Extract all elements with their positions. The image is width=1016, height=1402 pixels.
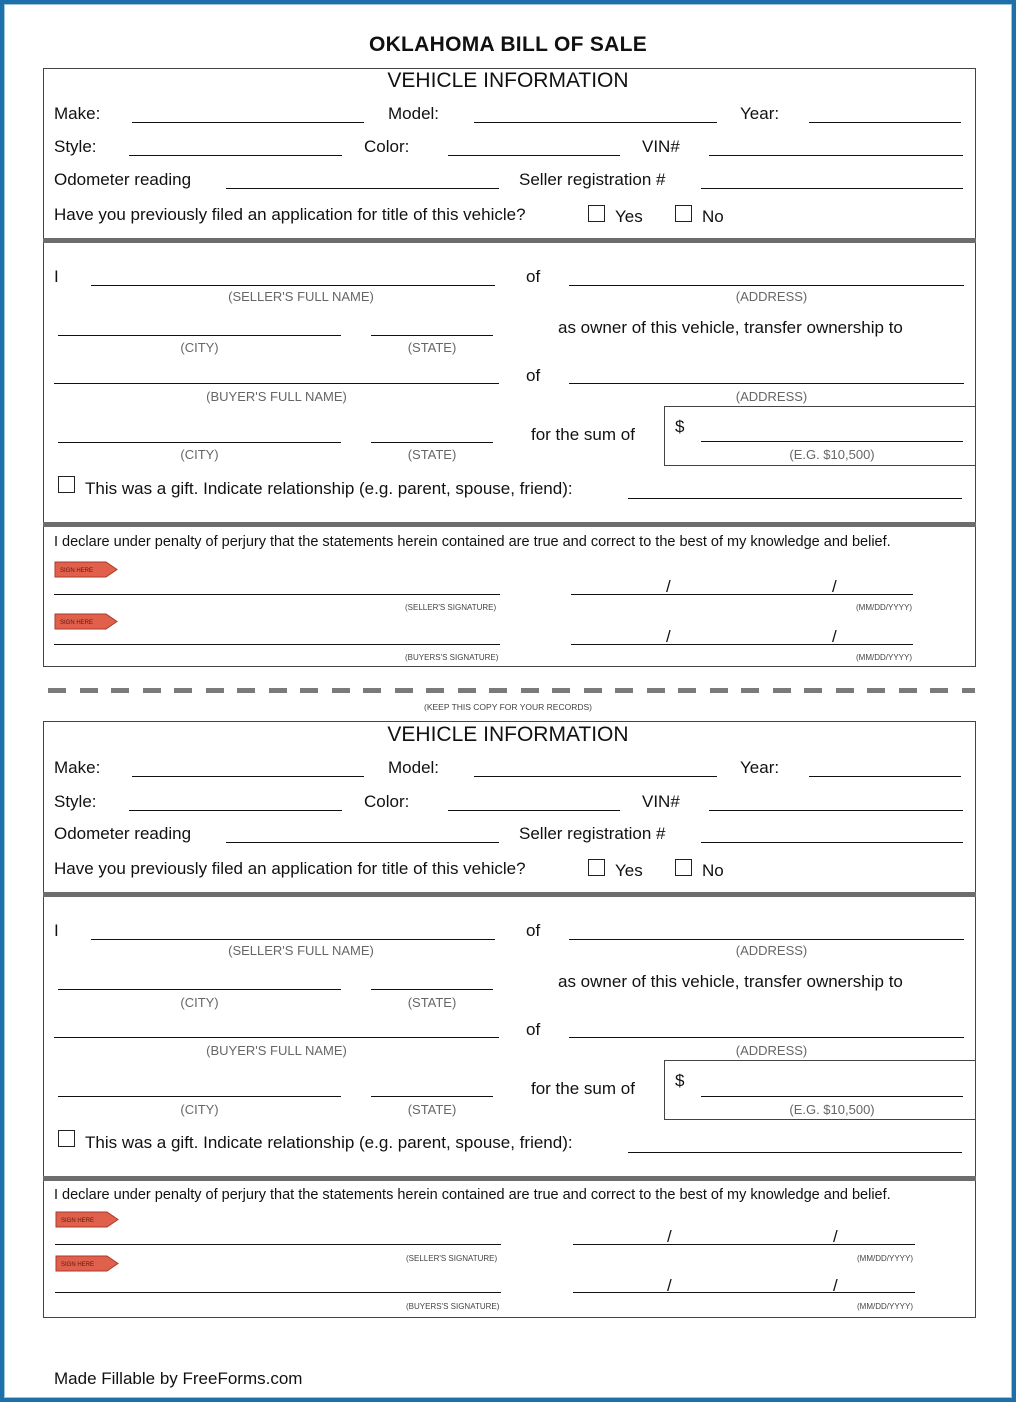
seller-registration-label: Seller registration # (519, 824, 666, 843)
color-field[interactable] (448, 810, 620, 811)
buyer-name-caption: (BUYER'S FULL NAME) (206, 389, 347, 404)
cut-line-dash (426, 688, 444, 693)
yes-label: Yes (615, 207, 643, 226)
seller-city-caption: (CITY) (180, 340, 219, 355)
buyer-date-caption: (MM/DD/YYYY) (856, 653, 912, 662)
seller-name-field[interactable] (91, 939, 495, 940)
title-question: Have you previously filed an application for title of this vehicle? (54, 859, 526, 878)
buyer-name-field[interactable] (54, 1037, 499, 1038)
cut-line-dash (458, 688, 476, 693)
cut-line-dash (269, 688, 287, 693)
svg-text:SIGN HERE: SIGN HERE (60, 620, 94, 626)
buyer-signature-caption: (BUYERS'S SIGNATURE) (406, 1302, 500, 1311)
buyer-sign-here-tab (55, 1255, 119, 1272)
cut-line-dash (143, 688, 161, 693)
odometer-field[interactable] (226, 842, 499, 843)
cut-line-dash (237, 688, 255, 693)
cut-line-dash (111, 688, 129, 693)
seller-sign-here-tab (54, 561, 118, 578)
cut-line-dash (615, 688, 633, 693)
declaration-text: I declare under penalty of perjury that the statements herein contained are true and correct to the best of my knowledge and belief. (54, 1187, 891, 1203)
seller-state-field[interactable] (371, 335, 493, 336)
color-field[interactable] (448, 155, 620, 156)
model-field[interactable] (474, 122, 717, 123)
cut-line-dash (899, 688, 917, 693)
seller-city-caption: (CITY) (180, 995, 219, 1010)
no-label: No (702, 861, 724, 880)
date-slash: / (833, 1227, 838, 1246)
dollar-sign: $ (675, 417, 685, 436)
relationship-field[interactable] (628, 498, 962, 499)
cut-line-dash (678, 688, 696, 693)
date-slash: / (666, 627, 671, 646)
seller-date-caption: (MM/DD/YYYY) (856, 603, 912, 612)
seller-address-field[interactable] (569, 939, 964, 940)
date-slash: / (832, 627, 837, 646)
buyer-city-field[interactable] (58, 1096, 341, 1097)
gift-text: This was a gift. Indicate relationship (e.g. parent, spouse, friend): (85, 479, 573, 498)
cut-line-dash (332, 688, 350, 693)
keep-copy-note: (KEEP THIS COPY FOR YOUR RECORDS) (424, 702, 592, 712)
seller-name-caption: (SELLER'S FULL NAME) (228, 943, 374, 958)
buyer-city-field[interactable] (58, 442, 341, 443)
model-label: Model: (388, 758, 440, 777)
buyer-sign-here-tab (54, 613, 118, 630)
buyer-date-caption: (MM/DD/YYYY) (857, 1302, 913, 1311)
sum-label: for the sum of (531, 425, 635, 444)
buyer-date-field[interactable] (573, 1292, 915, 1293)
no-checkbox[interactable] (675, 859, 692, 876)
section-separator (43, 238, 976, 243)
svg-text:SIGN HERE: SIGN HERE (60, 568, 94, 574)
yes-label: Yes (615, 861, 643, 880)
title-question: Have you previously filed an application for title of this vehicle? (54, 205, 526, 224)
yes-checkbox[interactable] (588, 205, 605, 222)
gift-checkbox[interactable] (58, 1130, 75, 1147)
vehicle-info-heading: VEHICLE INFORMATION (387, 69, 629, 92)
year-label: Year: (740, 104, 780, 123)
cut-line-dash (647, 688, 665, 693)
year-field[interactable] (809, 122, 961, 123)
buyer-state-caption: (STATE) (407, 1102, 457, 1117)
odometer-label: Odometer reading (54, 824, 192, 843)
cut-line-dash (300, 688, 318, 693)
odometer-field[interactable] (226, 188, 499, 189)
no-checkbox[interactable] (675, 205, 692, 222)
seller-name-caption: (SELLER'S FULL NAME) (228, 289, 374, 304)
cut-line-dash (867, 688, 885, 693)
vehicle-info-heading: VEHICLE INFORMATION (387, 723, 629, 746)
buyer-signature-field[interactable] (55, 1292, 501, 1293)
buyer-state-field[interactable] (371, 1096, 493, 1097)
seller-state-caption: (STATE) (407, 340, 457, 355)
seller-city-field[interactable] (58, 335, 341, 336)
cut-line-dash (48, 688, 66, 693)
seller-date-caption: (MM/DD/YYYY) (857, 1254, 913, 1263)
buyer-name-caption: (BUYER'S FULL NAME) (206, 1043, 347, 1058)
seller-signature-field[interactable] (55, 1244, 501, 1245)
of-label: of (526, 1020, 541, 1039)
i-label: I (54, 921, 59, 940)
seller-signature-caption: (SELLER'S SIGNATURE) (406, 1254, 498, 1263)
dollar-sign: $ (675, 1071, 685, 1090)
model-field[interactable] (474, 776, 717, 777)
vin-label: VIN# (642, 792, 680, 811)
declaration-text: I declare under penalty of perjury that the statements herein contained are true and correct to the best of my knowledge and belief. (54, 534, 891, 550)
date-slash: / (667, 1227, 672, 1246)
buyer-address-field[interactable] (569, 383, 964, 384)
of-label: of (526, 366, 541, 385)
buyer-address-caption: (ADDRESS) (735, 389, 808, 404)
sale-amount-field[interactable] (701, 1096, 963, 1097)
svg-text:SIGN HERE: SIGN HERE (61, 1218, 95, 1224)
seller-registration-label: Seller registration # (519, 170, 666, 189)
buyer-signature-field[interactable] (54, 644, 500, 645)
buyer-address-caption: (ADDRESS) (735, 1043, 808, 1058)
seller-registration-field[interactable] (701, 188, 963, 189)
cut-line-dash (80, 688, 98, 693)
model-label: Model: (388, 104, 440, 123)
section-separator (43, 522, 976, 527)
cut-line-dash (584, 688, 602, 693)
cut-line-dash (395, 688, 413, 693)
cut-line-dash (363, 688, 381, 693)
color-label: Color: (364, 792, 410, 811)
seller-name-field[interactable] (91, 285, 495, 286)
buyer-state-field[interactable] (371, 442, 493, 443)
cut-line-dash (962, 688, 976, 693)
cut-line-dash (552, 688, 570, 693)
buyer-city-caption: (CITY) (180, 1102, 219, 1117)
yes-checkbox[interactable] (588, 859, 605, 876)
odometer-label: Odometer reading (54, 170, 192, 189)
cut-line-dash (930, 688, 948, 693)
seller-date-field[interactable] (571, 594, 913, 595)
cut-line-dash (773, 688, 791, 693)
document-title: OKLAHOMA BILL OF SALE (368, 33, 648, 56)
amount-caption: (E.G. $10,500) (789, 447, 875, 462)
vin-field[interactable] (709, 810, 963, 811)
buyer-name-field[interactable] (54, 383, 499, 384)
section-separator (43, 1176, 976, 1181)
relationship-field[interactable] (628, 1152, 962, 1153)
gift-text: This was a gift. Indicate relationship (e.g. parent, spouse, friend): (85, 1133, 573, 1152)
buyer-city-caption: (CITY) (180, 447, 219, 462)
cut-line-dash (521, 688, 539, 693)
cut-line-dash (206, 688, 224, 693)
buyer-signature-caption: (BUYERS'S SIGNATURE) (405, 653, 499, 662)
section-separator (43, 892, 976, 897)
make-label: Make: (54, 104, 101, 123)
make-field[interactable] (132, 122, 364, 123)
i-label: I (54, 267, 59, 286)
date-slash: / (666, 577, 671, 596)
seller-city-field[interactable] (58, 989, 341, 990)
make-field[interactable] (132, 776, 364, 777)
year-label: Year: (740, 758, 780, 777)
date-slash: / (832, 577, 837, 596)
buyer-date-field[interactable] (571, 644, 913, 645)
cut-line-dash (741, 688, 759, 693)
year-field[interactable] (809, 776, 961, 777)
owner-transfer-text: as owner of this vehicle, transfer ownership to (558, 318, 903, 337)
buyer-address-field[interactable] (569, 1037, 964, 1038)
seller-signature-caption: (SELLER'S SIGNATURE) (405, 603, 497, 612)
cut-line-dash (174, 688, 192, 693)
sale-amount-field[interactable] (701, 441, 963, 442)
seller-address-field[interactable] (569, 285, 964, 286)
seller-registration-field[interactable] (701, 842, 963, 843)
owner-transfer-text: as owner of this vehicle, transfer ownership to (558, 972, 903, 991)
cut-line-dash (489, 688, 507, 693)
seller-state-caption: (STATE) (407, 995, 457, 1010)
sum-label: for the sum of (531, 1079, 635, 1098)
make-label: Make: (54, 758, 101, 777)
seller-date-field[interactable] (573, 1244, 915, 1245)
style-label: Style: (54, 792, 97, 811)
of-label: of (526, 267, 541, 286)
cut-line-dash (804, 688, 822, 693)
style-label: Style: (54, 137, 97, 156)
footer-credit: Made Fillable by FreeForms.com (54, 1369, 303, 1388)
gift-checkbox[interactable] (58, 476, 75, 493)
of-label: of (526, 921, 541, 940)
seller-address-caption: (ADDRESS) (735, 943, 808, 958)
svg-text:SIGN HERE: SIGN HERE (61, 1262, 95, 1268)
color-label: Color: (364, 137, 410, 156)
amount-caption: (E.G. $10,500) (789, 1102, 875, 1117)
style-field[interactable] (129, 155, 342, 156)
no-label: No (702, 207, 724, 226)
seller-address-caption: (ADDRESS) (735, 289, 808, 304)
date-slash: / (667, 1276, 672, 1295)
seller-state-field[interactable] (371, 989, 493, 990)
cut-line-dash (836, 688, 854, 693)
date-slash: / (833, 1276, 838, 1295)
buyer-state-caption: (STATE) (407, 447, 457, 462)
seller-signature-field[interactable] (54, 594, 500, 595)
vin-field[interactable] (709, 155, 963, 156)
vin-label: VIN# (642, 137, 680, 156)
cut-line-dash (710, 688, 728, 693)
style-field[interactable] (129, 810, 342, 811)
seller-sign-here-tab (55, 1211, 119, 1228)
